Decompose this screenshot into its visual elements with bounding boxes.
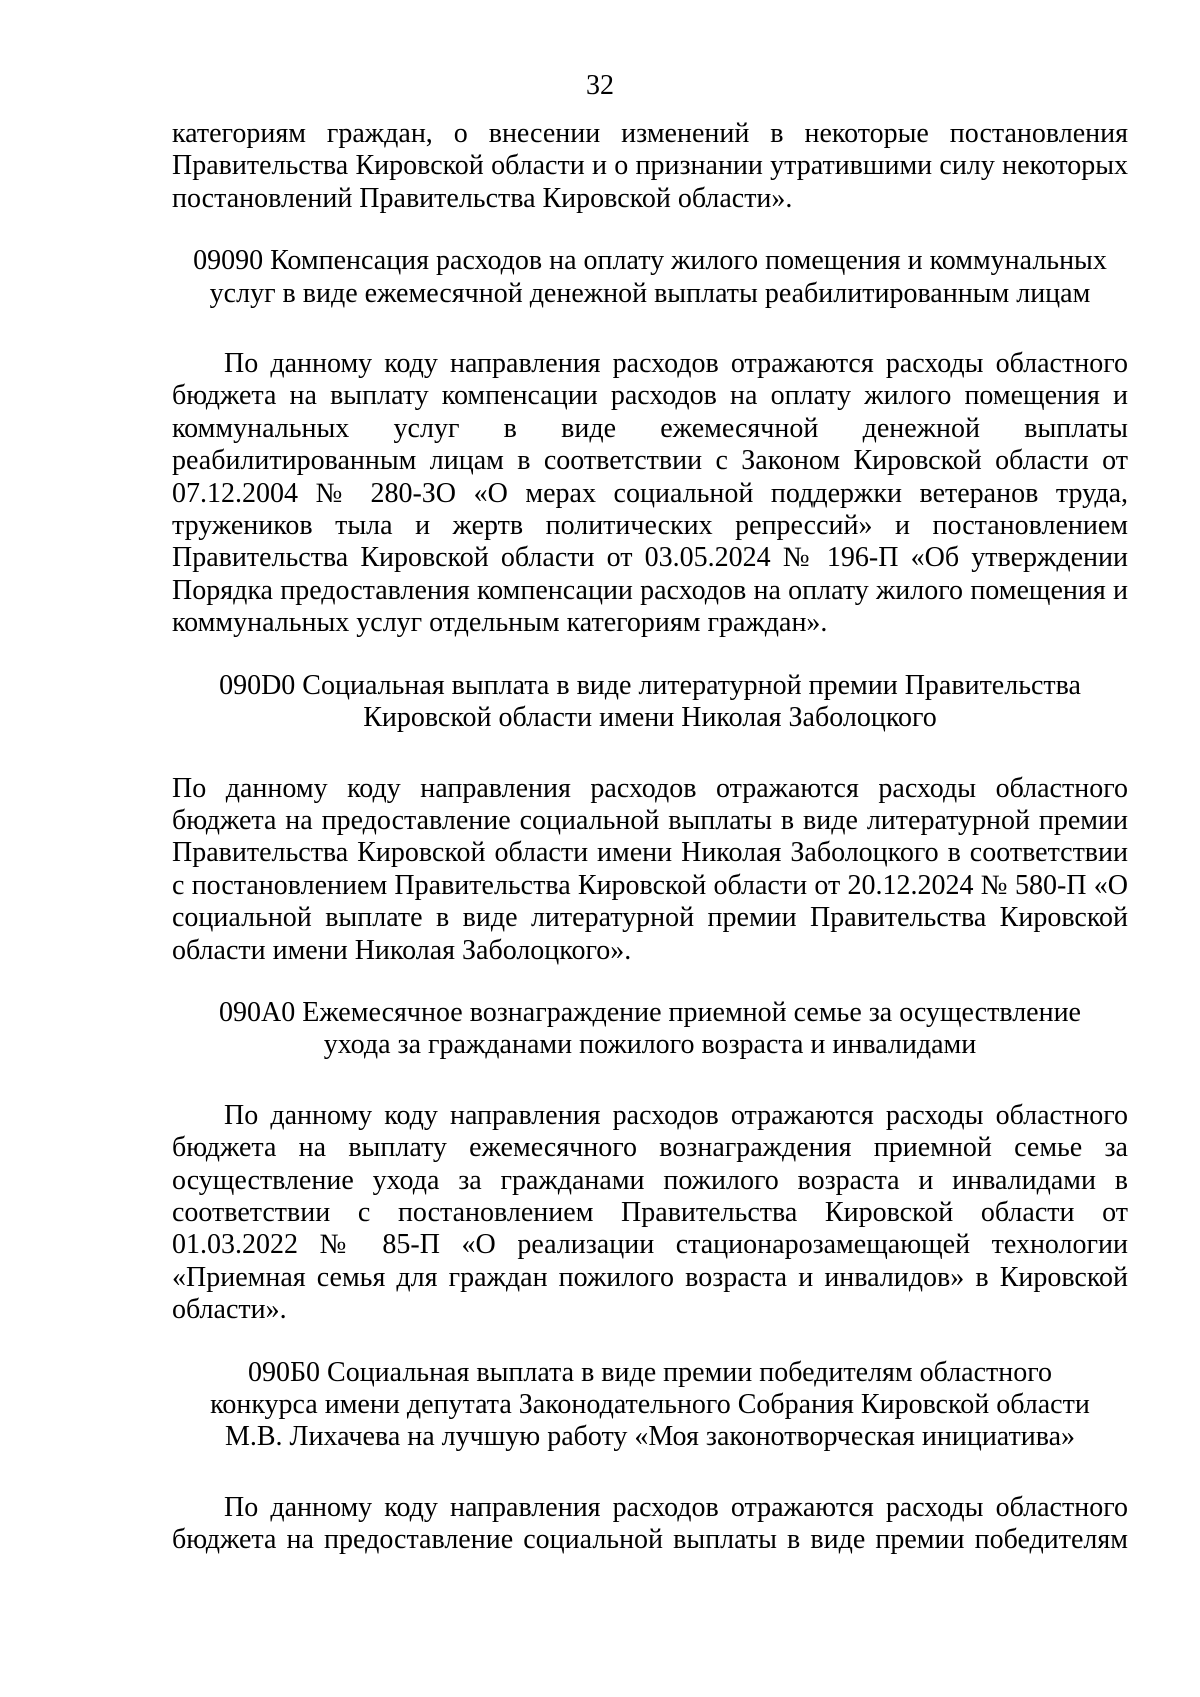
paragraph-090D0: По данному коду направления расходов отражаются расходы областного бюджета на предоставление социальной выплаты в виде литературной премии Правительства Кировской области имени Николая Заболоцкого в соответствии с постановлением Правительства Кировской области от 20.12.2024 № 580-П «О социальной выплате в виде литературной премии Правительства Кировской области имени Николая Заболоцкого». (172, 772, 1128, 966)
section-heading-090B0 (172, 1357, 1128, 1454)
paragraph-090A0: По данному коду направления расходов отражаются расходы областного бюджета на выплату ежемесячного вознаграждения приемной семье за осуществление ухода за гражданами пожилого возраста и инвалидами в соответствии с постановлением Правительства Кировской области от 01.03.2022 № 85-П «О реализации стационарозамещающей технологии «Приемная семья для граждан пожилого возраста и инвалидов» в Кировской области». (172, 1099, 1128, 1326)
heading-line: 090D0 Социальная выплата в виде литературной премии Правительства (219, 669, 1081, 701)
section-heading-090A0 (172, 997, 1128, 1062)
paragraph-090B0: По данному коду направления расходов отражаются расходы областного бюджета на предоставление социальной выплаты в виде премии победителям (172, 1491, 1128, 1556)
paragraph-09090: По данному коду направления расходов отражаются расходы областного бюджета на выплату компенсации расходов на оплату жилого помещения и коммунальных услуг в виде ежемесячной денежной выплаты реабилитированным лицам в соответствии с Законом Кировской области от 07.12.2004 № 280-ЗО «О мерах социальной поддержки ветеранов труда, тружеников тыла и жертв политических репрессий» и постановлением Правительства Кировской области от 03.05.2024 № 196-П «Об утверждении Порядка предоставления компенсации расходов на оплату жилого помещения и коммунальных услуг отдельным категориям граждан». (172, 348, 1128, 639)
heading-line: М.В. Лихачева на лучшую работу «Моя законотворческая инициатива» (224, 1421, 1076, 1453)
section-heading-090D0 (172, 670, 1128, 735)
heading-line: 090Б0 Социальная выплата в виде премии победителям областного (247, 1356, 1053, 1388)
heading-line: конкурса имени депутата Законодательного Собрания Кировской области (210, 1389, 1090, 1420)
paragraph-continuation: категориям граждан, о внесении изменений в некоторые постановления Правительства Кировской области и о признании утратившими силу некоторых постановлений Правительства Кировской области». (172, 118, 1128, 214)
section-heading-09090 (172, 245, 1128, 310)
heading-line: услуг в виде ежемесячной денежной выплаты реабилитированным лицам (209, 277, 1091, 309)
page-number: 32 (586, 70, 614, 101)
heading-line: ухода за гражданами пожилого возраста и инвалидами (323, 1029, 977, 1061)
document-body (172, 118, 1128, 1557)
heading-line: 090А0 Ежемесячное вознаграждение приемной семье за осуществление (219, 996, 1081, 1028)
heading-line: 09090 Компенсация расходов на оплату жилого помещения и коммунальных (193, 245, 1107, 277)
heading-line: Кировской области имени Николая Заболоцкого (363, 702, 937, 734)
